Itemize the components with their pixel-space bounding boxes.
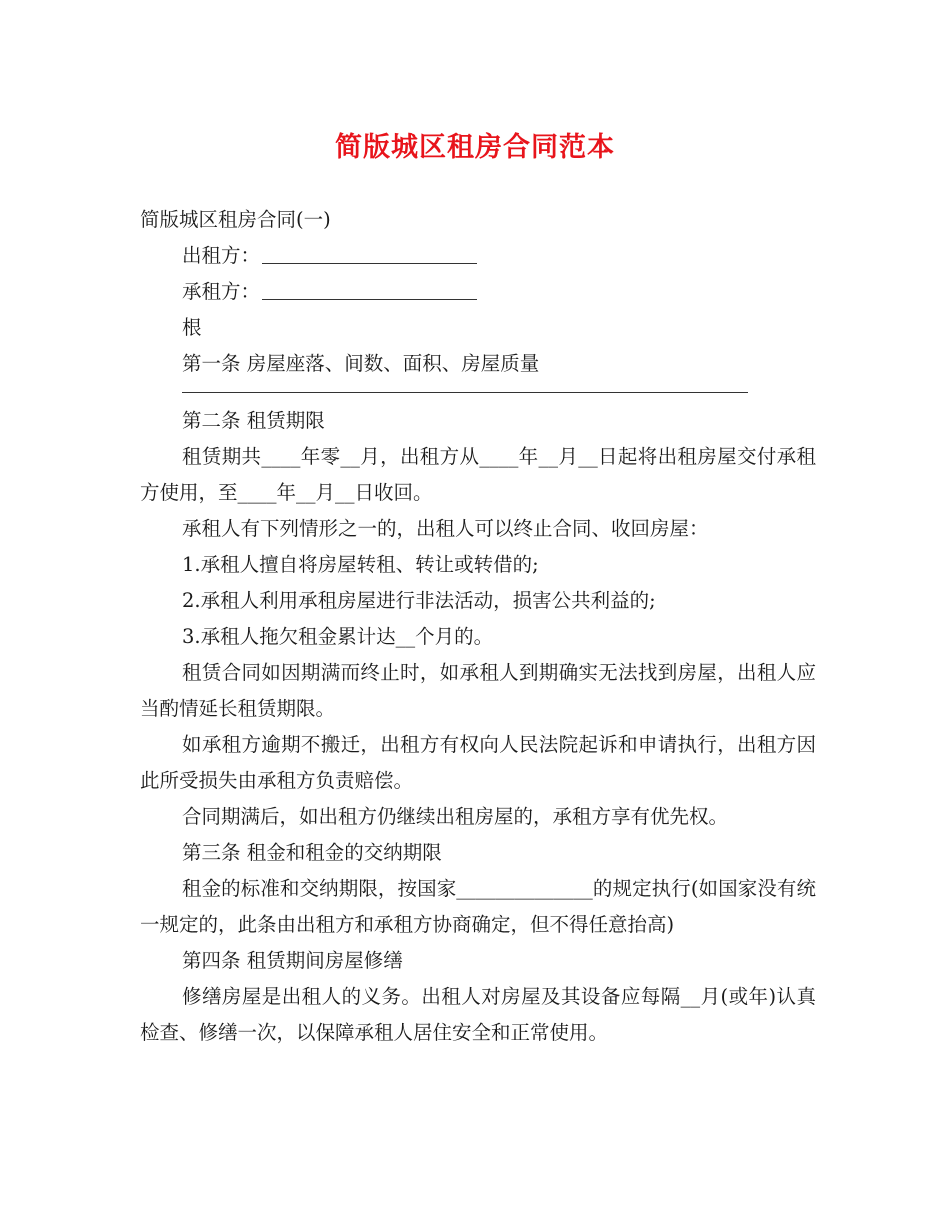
lessor-blank	[262, 243, 477, 264]
article-1-heading: 第一条 房屋座落、间数、面积、房屋质量	[182, 352, 540, 375]
article-2-paragraph-4: 如承租方逾期不搬迁，出租方有权向人民法院起诉和申请执行，出租方因此所受损失由承租方负责赔偿。	[140, 733, 816, 792]
article-2-paragraph-2: 承租人有下列情形之一的，出租人可以终止合同、收回房屋：	[182, 517, 709, 540]
article-4-paragraph-1: 修缮房屋是出租人的义务。出租人对房屋及其设备应每隔__月(或年)认真检查、修缮一次，以保障承租人居住安全和正常使用。	[140, 985, 816, 1044]
article-2-item-3: 3.承租人拖欠租金累计达__个月的。	[182, 625, 494, 648]
article-2-item-2: 2.承租人利用承租房屋进行非法活动，损害公共利益的;	[182, 589, 656, 612]
contract-subtitle: 简版城区租房合同(一)	[140, 208, 331, 231]
lessee-line	[140, 274, 816, 310]
article-4-heading: 第四条 租赁期间房屋修缮	[182, 949, 403, 972]
article-2-item-1: 1.承租人擅自将房屋转租、转让或转借的;	[182, 553, 539, 576]
article-2-heading: 第二条 租赁期限	[182, 409, 325, 432]
article-3-heading: 第三条 租金和租金的交纳期限	[182, 841, 442, 864]
lessor-line	[140, 238, 816, 274]
document-title: 简版城区租房合同范本	[335, 132, 615, 163]
document-body	[140, 202, 816, 1051]
lessee-label: 承租方：	[182, 280, 261, 303]
article-1-blank-rule	[182, 392, 748, 393]
fragment-text: 根	[182, 316, 202, 339]
lessor-label: 出租方：	[182, 244, 261, 267]
article-2-paragraph-1: 租赁期共____年零__月，出租方从____年__月__日起将出租房屋交付承租方使用，至____年__月__日收回。	[140, 445, 816, 504]
lessee-blank	[262, 279, 477, 300]
article-2-paragraph-5: 合同期满后，如出租方仍继续出租房屋的，承租方享有优先权。	[182, 805, 729, 828]
article-2-paragraph-3: 租赁合同如因期满而终止时，如承租人到期确实无法找到房屋，出租人应当酌情延长租赁期限。	[140, 661, 816, 720]
article-3-paragraph-1: 租金的标准和交纳期限，按国家______________的规定执行(如国家没有统一规定的，此条由出租方和承租方协商确定，但不得任意抬高)	[140, 877, 816, 936]
